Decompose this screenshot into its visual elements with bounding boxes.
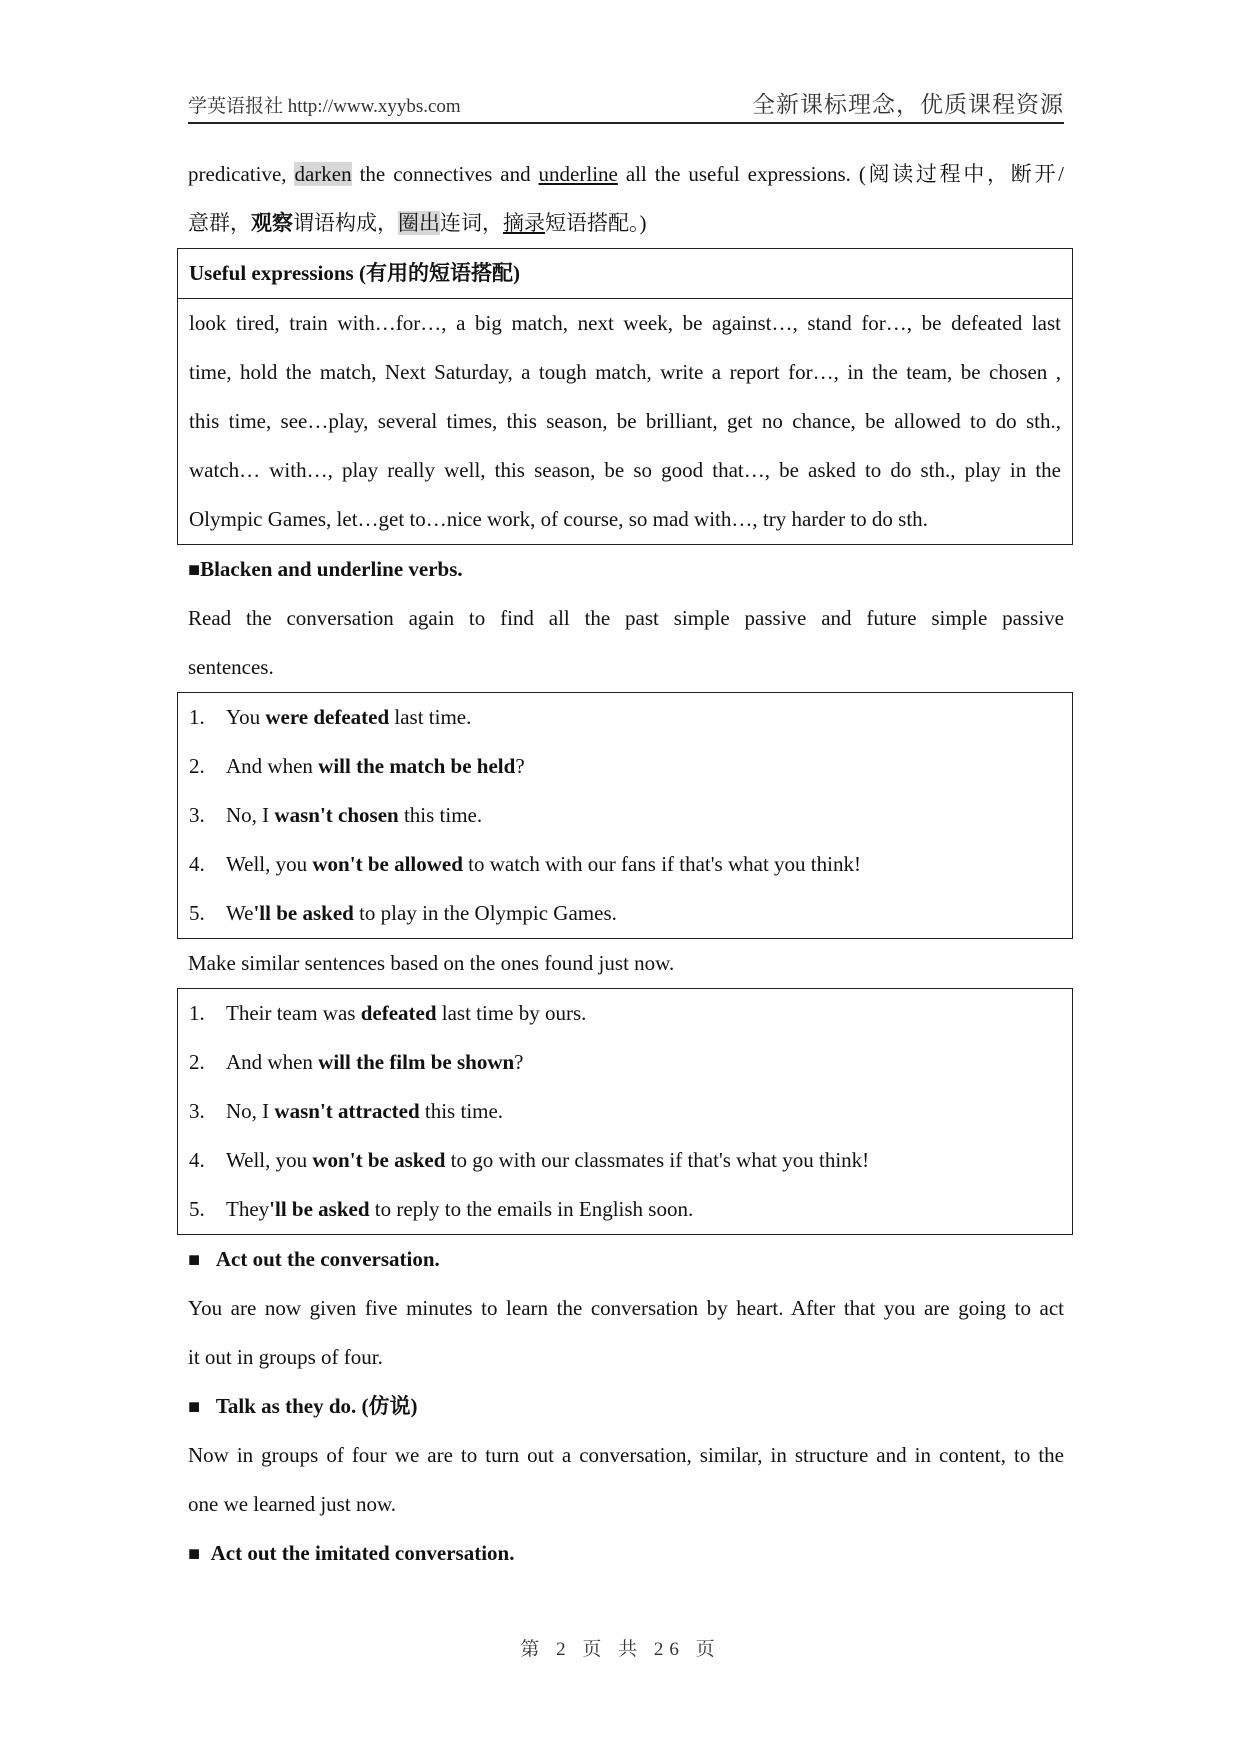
act-para-line-1: You are now given five minutes to learn the conversation by heart. After that you are going to act — [188, 1296, 1064, 1320]
useful-expressions-title: Useful expressions (有用的短语搭配) — [178, 249, 1072, 299]
act-para-line-2: it out in groups of four. — [188, 1345, 383, 1369]
list-item: 3. No, I wasn't attracted this time. — [189, 1099, 504, 1123]
list-item: 1. Their team was defeated last time by ours. — [189, 1001, 587, 1025]
blacken-para-line-2: sentences. — [188, 655, 274, 679]
useful-expressions-line: Olympic Games, let…get to…nice work, of course, so mad with…, try harder to do sth. — [189, 507, 928, 531]
square-bullet-icon: ■ — [188, 1249, 201, 1271]
list-item: 4. Well, you won't be asked to go with our classmates if that's what you think! — [189, 1148, 870, 1172]
underline-word: underline — [538, 162, 618, 186]
list-item: 2. And when will the match be held? — [189, 754, 525, 778]
excerpt-word: 摘录 — [503, 211, 545, 235]
intro-line-2: 意群，观察谓语构成，圈出连词，摘录短语搭配。) — [188, 211, 647, 235]
square-bullet-icon: ■ — [188, 1543, 201, 1565]
imitated-heading: ■ Act out the imitated conversation. — [188, 1541, 515, 1565]
useful-expressions-line: this time, see…play, several times, this season, be brilliant, get no chance, be allowed to do sth., — [189, 409, 1061, 433]
useful-expressions-line: time, hold the match, Next Saturday, a tough match, write a report for…, in the team, be chosen , — [189, 360, 1061, 384]
list-item: 1. You were defeated last time. — [189, 705, 472, 729]
make-similar-text: Make similar sentences based on the ones found just now. — [188, 951, 675, 975]
talk-heading: ■ Talk as they do. (仿说) — [188, 1394, 418, 1418]
found-sentences-box — [177, 692, 1073, 939]
blacken-heading: ■Blacken and underline verbs. — [188, 557, 463, 581]
useful-expressions-line: look tired, train with…for…, a big match, next week, be against…, stand for…, be defeated last — [189, 311, 1061, 335]
square-bullet-icon: ■ — [188, 1396, 201, 1418]
talk-para-line-1: Now in groups of four we are to turn out a conversation, similar, in structure and in content, to the — [188, 1443, 1064, 1467]
list-item: 5. They'll be asked to reply to the emails in English soon. — [189, 1197, 694, 1221]
list-item: 2. And when will the film be shown? — [189, 1050, 524, 1074]
useful-expressions-line: watch… with…, play really well, this season, be so good that…, be asked to do sth., play in the — [189, 458, 1061, 482]
page-number: 第 2 页 共 26 页 — [520, 1639, 721, 1660]
useful-expressions-box — [177, 248, 1073, 545]
list-item: 3. No, I wasn't chosen this time. — [189, 803, 483, 827]
blacken-para-line-1: Read the conversation again to find all the past simple passive and future simple passive — [188, 606, 1064, 630]
observe-word: 观察 — [251, 211, 293, 235]
header-slogan: 全新课标理念，优质课程资源 — [752, 92, 1064, 117]
circle-word: 圈出 — [398, 211, 440, 235]
list-item: 5. We'll be asked to play in the Olympic Games. — [189, 901, 617, 925]
act-heading: ■ Act out the conversation. — [188, 1247, 440, 1271]
intro-line-1: predicative, darken the connectives and underline all the useful expressions. (阅读过程中，断开/ — [188, 162, 1064, 186]
page-header — [188, 82, 1064, 124]
darken-word: darken — [294, 162, 352, 186]
square-bullet-icon: ■ — [188, 559, 201, 581]
talk-para-line-2: one we learned just now. — [188, 1492, 396, 1516]
page-content — [188, 150, 1064, 1578]
similar-sentences-box — [177, 988, 1073, 1235]
list-item: 4. Well, you won't be allowed to watch with our fans if that's what you think! — [189, 852, 861, 876]
header-publisher: 学英语报社 http://www.xyybs.com — [188, 96, 461, 117]
